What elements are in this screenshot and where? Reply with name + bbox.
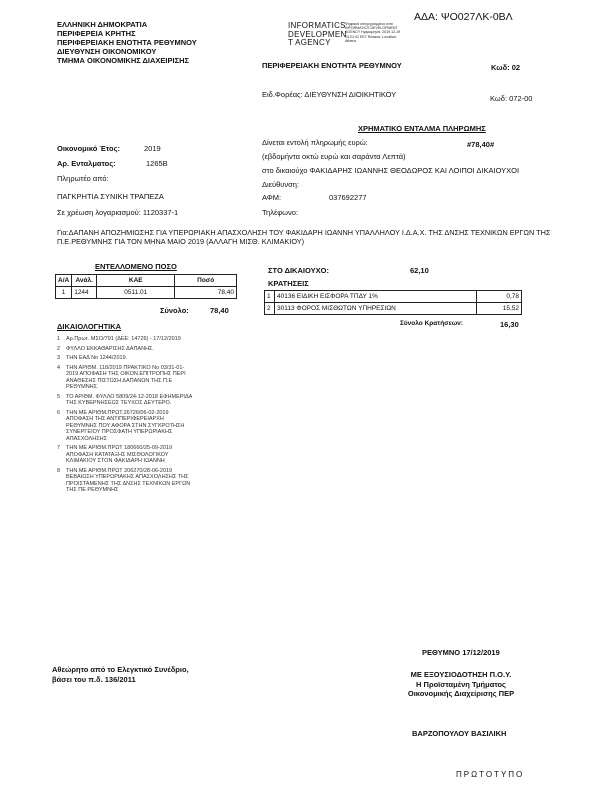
entalm-title: ΕΝΤΕΛΛΟΜΕΝΟ ΠΟΣΟ bbox=[95, 262, 177, 271]
column-header: Α/Α bbox=[56, 275, 72, 287]
column-header: Ποσό bbox=[175, 275, 237, 287]
net-label: ΣΤΟ ΔΙΚΑΙΟΥΧΟ: bbox=[268, 266, 329, 275]
original-mark: ΠΡΩΤΟΤΥΠΟ bbox=[456, 770, 525, 779]
digital-signature-stamp bbox=[288, 22, 347, 48]
ada-number: ΑΔΑ: ΨΟ027ΛΚ-0ΒΛ bbox=[414, 11, 513, 23]
entalm-total-label: Σύνολο: bbox=[160, 306, 189, 315]
column-header: Ανάλ. bbox=[72, 275, 97, 287]
amount-value: #78,40# bbox=[467, 140, 495, 149]
account-number: Σε χρέωση λογαριασμού: 1120337-1 bbox=[57, 208, 179, 217]
fiscal-year-value: 2019 bbox=[144, 144, 161, 153]
deductions-total-value: 16,30 bbox=[500, 320, 519, 329]
entalm-table bbox=[55, 274, 237, 299]
documents-list bbox=[57, 336, 227, 497]
deductions-total-label: Σύνολο Κρατήσεων: bbox=[400, 320, 463, 327]
amount-label: Δίνεται εντολή πληρωμής ευρώ: bbox=[262, 138, 368, 147]
net-value: 62,10 bbox=[410, 266, 429, 275]
table-cell: 2 bbox=[265, 303, 275, 315]
list-item: 3 ΤΗΝ ΕΑΔ Νο 1244/2019. bbox=[57, 355, 128, 361]
bank-name: ΠΑΓΚΡΗΤΙΑ ΣΥΝΙΚΗ ΤΡΑΠΕΖΑ bbox=[57, 192, 164, 201]
table-cell: 0,78 bbox=[477, 291, 522, 303]
exemption-line: Αθεώρητο από το Ελεγκτικό Συνέδριο, bbox=[52, 665, 189, 674]
afm-value: 037692277 bbox=[329, 193, 367, 202]
signature-title bbox=[390, 670, 532, 699]
table-cell: 30113 ΦΟΡΟΣ ΜΙΣΘΩΤΩΝ ΥΠΗΡΕΣΙΩΝ bbox=[275, 303, 477, 315]
signature-line: Η Προϊσταμένη Τμήματος bbox=[416, 679, 506, 689]
list-item: 5 ΤΟ ΑΡΙΘΜ. ΦΥΛΛΟ 5809/24-12-2018 ΕΦΗΜΕΡΙΔΑ ΤΗΣ ΚΥΒΕΡΝΗΣΕΩΣ ΤΕΥΧΟΣ ΔΕΥΤΕΡΟ. bbox=[57, 393, 192, 406]
fiscal-year-label: Οικονομικό Έτος: bbox=[57, 144, 120, 153]
table-cell: 40136 ΕΙΔΙΚΗ ΕΙΣΦΟΡΑ ΤΠΔΥ 1% bbox=[275, 291, 477, 303]
entalm-total-value: 78,40 bbox=[210, 306, 229, 315]
list-item: 6 ΤΗΝ ΜΕ ΑΡΙΘΜ.ΠΡΩΤ.26726/06-02-2019 ΑΠΟΦΑΣΗ ΤΗΣ ΑΝΤΙΠΕΡΙΦΕΡΕΙΑΡΧΗ ΡΕΘΥΜΝΗΣ ΠΟΥ ΑΦΟΡΑ ΣΤΗΝ ΣΥΓΚΡΟΤΗΣΗ ΣΥΝΕΡΓΕΙΟΥ ΠΡΟΣΦΑΤΗ ΥΠΕΡΩΡΙΑΚΗΣ ΑΠΑΣΧΟΛΗΣΗΣ bbox=[57, 409, 185, 442]
exemption-line: βάσει του π.δ. 136/2011 bbox=[52, 675, 136, 684]
agency-label: Ειδ.Φορέας: ΔΙΕΥΘΥΝΣΗ ΔΙΟΙΚΗΤΙΚΟΥ bbox=[262, 90, 397, 99]
signature-line: ΜΕ ΕΞΟΥΣΙΟΔΟΤΗΣΗ Π.Ο.Υ. bbox=[410, 670, 512, 679]
paid-by-label: Πληρωτέο από: bbox=[57, 174, 109, 183]
table-row bbox=[56, 287, 237, 299]
stamp-line: INFORMATICS bbox=[288, 21, 346, 30]
issuer-block bbox=[57, 20, 197, 65]
documents-title: ΔΙΚΑΙΟΛΟΓΗΤΙΚΑ bbox=[57, 322, 122, 331]
issuer-line: ΠΕΡΙΦΕΡΕΙΑ ΚΡΗΤΗΣ bbox=[57, 29, 136, 38]
table-cell: 1244 bbox=[72, 287, 97, 299]
signer-name: ΒΑΡΖΟΠΟΥΛΟΥ ΒΑΣΙΛΙΚΗ bbox=[412, 729, 507, 738]
afm-label: ΑΦΜ: bbox=[262, 193, 282, 202]
beneficiary: στο δικαιούχο ΦΑΚΙΔΑΡΗΣ ΙΩΑΝΝΗΣ ΘΕΟΔΩΡΟΣ ΚΑΙ ΛΟΙΠΟΙ ΔΙΚΑΙΟΥΧΟΙ bbox=[262, 166, 520, 175]
exemption-note bbox=[52, 665, 189, 685]
stamp-line: DEVELOPMEN bbox=[288, 29, 347, 39]
table-cell: 78,40 bbox=[175, 287, 237, 299]
table-row bbox=[265, 291, 522, 303]
stamp-line: T AGENCY bbox=[288, 38, 331, 47]
list-item: 8 ΤΗΝ ΜΕ ΑΡΙΘΜ.ΠΡΩΤ 206270/28-06-2019 ΒΕΒΑΙΩΣΗ ΥΠΕΡΩΡΙΑΚΗΣ ΑΠΑΣΧΟΛΗΣΗΣ ΤΗΣ ΠΡΟΙΣΤΑΜΕΝΗΣ ΤΗΣ ΔΝΣΗΣ ΤΕΧΝΙΚΩΝ ΕΡΓΩΝ ΤΗΣ ΠΕ ΡΕΘΥΜΝΗΣ bbox=[57, 467, 191, 493]
list-item: 1 Αρ.Πρωτ. ΜΣΟ/791 (ΔΕΕ: 14726) - 17/12/2019 bbox=[57, 336, 181, 342]
table-cell: 0511.01 bbox=[97, 287, 175, 299]
deductions-title: ΚΡΑΤΗΣΕΙΣ bbox=[268, 279, 309, 288]
table-row bbox=[265, 303, 522, 315]
amount-words: (εβδομήντα οκτώ ευρώ και σαράντα Λεπτά) bbox=[262, 152, 406, 161]
order-title: ΧΡΗΜΑΤΙΚΟ ΕΝΤΑΛΜΑ ΠΛΗΡΩΜΗΣ bbox=[358, 124, 486, 133]
list-item: 7 ΤΗΝ ΜΕ ΑΡΙΘΜ.ΠΡΩΤ 180660/25-09-2019 ΑΠΟΦΑΣΗ ΚΑΤΑΤΑΞΗΣ ΜΙΣΘΟΛΟΓΙΚΟΥ ΚΛΙΜΑΚΙΟΥ ΣΤΟΝ ΦΑΚΙΔΑΡΗ ΙΩΑΝΝΗ bbox=[57, 445, 173, 464]
agency-code: Κωδ: 072-00 bbox=[490, 94, 533, 103]
stamp-small-text: Ψηφιακά υπογεγραμμένο από INFORMATICS DEVELOPMENT AGENCY Ημερομηνία: 2019.12.19 13:21:41 EET Reason: Location: Athens bbox=[345, 22, 401, 43]
payment-purpose: Για:ΔΑΠΑΝΗ ΑΠΟΖΗΜΙΩΣΗΣ ΓΙΑ ΥΠΕΡΩΡΙΑΚΗ ΑΠΑΣΧΟΛΗΣΗ ΤΟΥ ΦΑΚΙΔΑΡΗ ΙΩΑΝΝΗ ΥΠΑΛΛΗΛΟΥ Ι.Δ.Α.Χ. ΤΗΣ ΔΝΣΗΣ ΤΕΧΝΙΚΩΝ ΕΡΓΩΝ ΤΗΣ Π.Ε.ΡΕΘΥΜΝΗΣ ΓΙΑ ΤΟΝ ΜΗΝΑ ΜΑΙΟ 2019 (ΑΛΛΑΓΗ ΜΙΣΘ. ΚΛΙΜΑΚΙΟΥ) bbox=[57, 228, 551, 246]
issuer-line: ΠΕΡΙΦΕΡΕΙΑΚΗ ΕΝΟΤΗΤΑ ΡΕΘΥΜΝΟΥ bbox=[57, 38, 197, 47]
unit-code: Κωδ: 02 bbox=[491, 63, 521, 72]
order-number-value: 1265Β bbox=[146, 159, 168, 168]
table-cell: 15,52 bbox=[477, 303, 522, 315]
unit-title: ΠΕΡΙΦΕΡΕΙΑΚΗ ΕΝΟΤΗΤΑ ΡΕΘΥΜΝΟΥ bbox=[262, 61, 402, 70]
issuer-line: ΕΛΛΗΝΙΚΗ ΔΗΜΟΚΡΑΤΙΑ bbox=[57, 20, 148, 29]
issuer-line: ΤΜΗΜΑ ΟΙΚΟΝΟΜΙΚΗΣ ΔΙΑΧΕΙΡΙΣΗΣ bbox=[57, 56, 190, 65]
table-cell: 1 bbox=[265, 291, 275, 303]
deductions-table bbox=[264, 290, 522, 315]
list-item: 4 ΤΗΝ ΑΡΙΘΜ. 118/2019 ΠΡΑΚΤΙΚΟ Νο 03/31-01-2019 ΑΠΟΦΑΣΗ ΤΗΣ ΟΙΚΟΝ.ΕΠΙΤΡΟΠΗΣ ΠΕΡΙ ΑΝΑΘΕΣΗΣ ΠΙΣΤΩΣΗ ΔΑΠΑΝΩΝ ΤΗΣ Π.Ε ΡΕΘΥΜΝΗΣ. bbox=[57, 364, 186, 390]
signature-line: Οικονομικής Διαχείρισης ΠΕΡ bbox=[407, 689, 515, 698]
column-header: ΚΑΕ bbox=[97, 275, 175, 287]
list-item: 2 ΦΥΛΛΟ ΕΚΚΑΘΑΡΙΣΗΣ ΔΑΠΑΝΗΣ. bbox=[57, 345, 154, 352]
table-cell: 1 bbox=[56, 287, 72, 299]
phone-label: Τηλέφωνο: bbox=[262, 208, 299, 217]
address-label: Διεύθυνση: bbox=[262, 180, 300, 189]
order-number-label: Αρ. Ενταλματος: bbox=[57, 159, 116, 168]
place-date: ΡΕΘΥΜΝΟ 17/12/2019 bbox=[422, 648, 500, 657]
table-header-row bbox=[56, 275, 237, 287]
issuer-line: ΔΙΕΥΘΥΝΣΗ ΟΙΚΟΝΟΜΙΚΟΥ bbox=[57, 47, 157, 56]
